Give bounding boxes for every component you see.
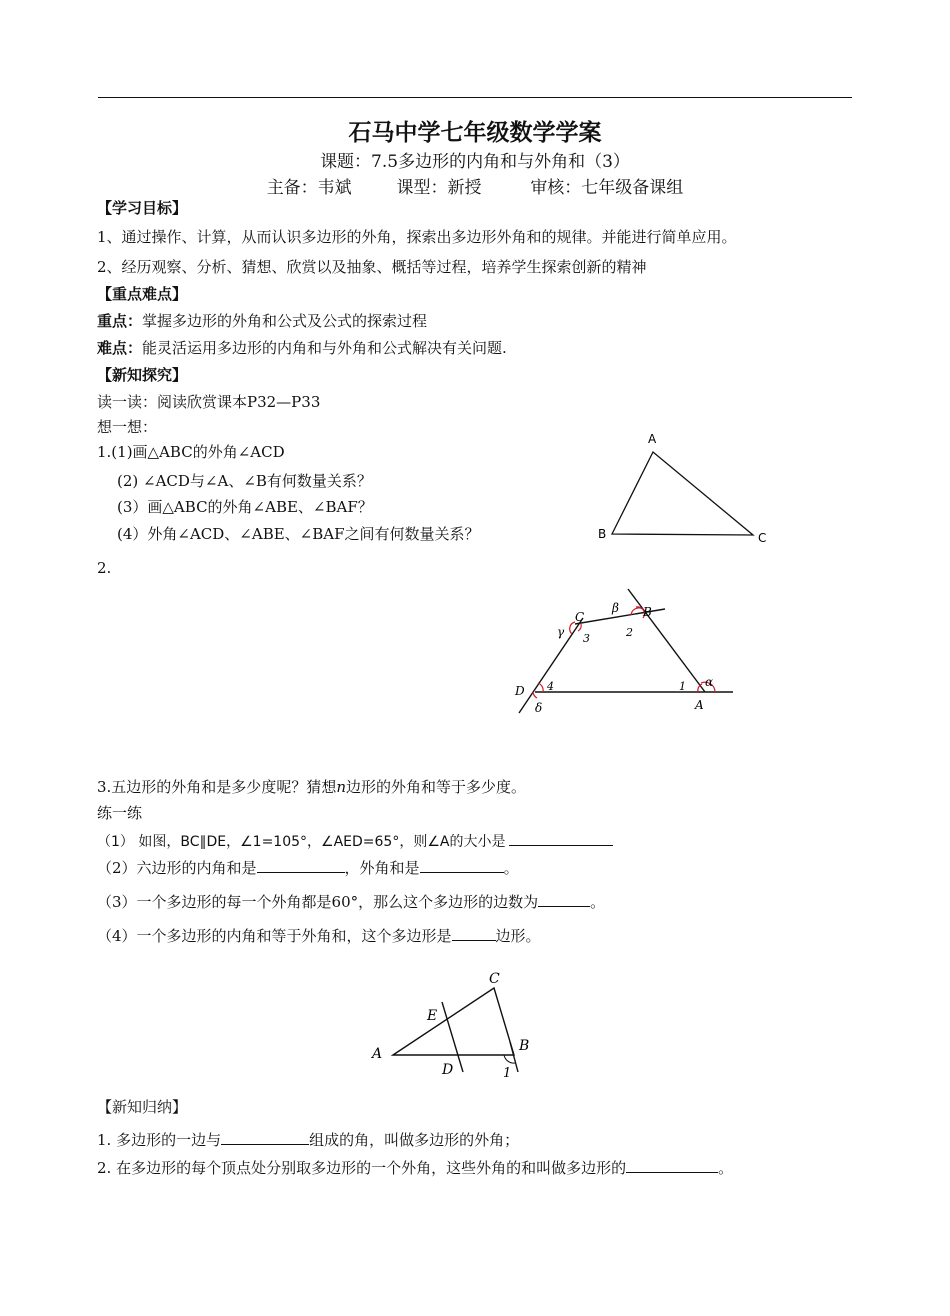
summary-heading: 【新知归纳】: [97, 1098, 188, 1116]
quad-label-b: B: [643, 605, 652, 619]
lead-author: 主备：韦斌: [266, 178, 352, 198]
quad-label-3: 3: [583, 632, 590, 645]
practice-4-blank[interactable]: [452, 926, 496, 941]
lesson-type: 课型：新授: [396, 178, 482, 198]
reviewer: 审核：七年级备课组: [530, 178, 684, 198]
summary-1-blank[interactable]: [221, 1130, 309, 1145]
triangle1-label-a: A: [648, 432, 657, 446]
question-3-n: n: [336, 778, 346, 796]
question-1-4: (4）外角∠ACD、∠ABE、∠BAF之间有何数量关系？: [117, 525, 480, 543]
quad-label-c: C: [575, 610, 585, 624]
side-dc: [519, 618, 583, 713]
lesson-topic: 课题：7.5多边形的内角和与外角和（3）: [320, 152, 630, 172]
hard-point: [97, 338, 507, 358]
practice-1-text: （1） 如图，BC∥DE，∠1=105°，∠AED=65°，则∠A的大小是: [97, 834, 506, 850]
quad-label-2: 2: [626, 626, 633, 639]
practice-2: [97, 858, 519, 878]
quad-label-gamma: γ: [557, 625, 565, 639]
summary-2-blank[interactable]: [626, 1158, 718, 1173]
summary-2-b: 。: [718, 1159, 734, 1177]
practice-heading: 练一练: [97, 804, 143, 822]
quadrilateral-figure: [505, 585, 755, 725]
question-2: 2.: [97, 559, 112, 577]
summary-2-a: 2. 在多边形的每个顶点处分别取多边形的一个外角，这些外角的和叫做多边形的: [97, 1159, 627, 1177]
triangle2-label-1: 1: [503, 1066, 512, 1081]
quad-label-delta: δ: [535, 701, 543, 715]
quad-label-alpha: α: [705, 675, 714, 689]
goal-1: 1、通过操作、计算，从而认识多边形的外角，探索出多边形外角和的规律。并能进行简单应用。: [97, 228, 737, 246]
question-3-b: 边形的外角和等于多少度。: [346, 778, 527, 796]
triangle-abc-figure: [590, 428, 790, 548]
question-1-3: (3）画△ABC的外角∠ABE、∠BAF？: [117, 498, 373, 516]
summary-1-b: 组成的角，叫做多边形的外角；: [309, 1131, 520, 1149]
triangle-acb: [393, 988, 514, 1055]
key-label: 重点：: [97, 312, 143, 330]
quad-label-4: 4: [547, 680, 554, 693]
practice-3-a: （3）一个多边形的每一个外角都是60°，那么这个多边形的边数为: [97, 893, 539, 911]
key-point: [97, 311, 427, 331]
summary-1: [97, 1130, 519, 1150]
angle-delta-arc: [533, 692, 537, 698]
goal-2: 2、经历观察、分析、猜想、欣赏以及抽象、概括等过程，培养学生探索创新的精神: [97, 258, 647, 276]
practice-1-blank[interactable]: [509, 831, 613, 846]
hard-label: 难点：: [97, 339, 143, 357]
quad-label-a: A: [695, 698, 704, 712]
practice-4-a: （4）一个多边形的内角和等于外角和，这个多边形是: [97, 927, 452, 945]
practice-3-b: 。: [590, 893, 606, 911]
triangle2-label-d: D: [442, 1062, 454, 1078]
hard-text: 能灵活运用多边形的内角和与外角和公式解决有关问题.: [142, 339, 507, 357]
triangle2-label-a: A: [372, 1046, 383, 1062]
quad-label-d: D: [515, 684, 525, 698]
question-3: [97, 777, 526, 797]
question-1-1: 1.(1)画△ABC的外角∠ACD: [97, 443, 285, 461]
triangle1-label-b: B: [598, 527, 607, 541]
triangle-aed-figure: [368, 968, 558, 1088]
side-ba: [628, 589, 705, 692]
top-rule: [98, 97, 852, 98]
question-3-a: 3.五边形的外角和是多少度呢？猜想: [97, 778, 337, 796]
quad-label-1: 1: [679, 680, 686, 693]
practice-2-blank-1[interactable]: [257, 858, 345, 873]
summary-2: [97, 1158, 733, 1178]
question-1-2: (2) ∠ACD与∠A、∠B有何数量关系？: [117, 472, 372, 490]
triangle1-label-c: C: [758, 531, 767, 545]
practice-4: [97, 926, 541, 946]
triangle2-label-b: B: [519, 1038, 530, 1054]
lesson-meta: [0, 173, 950, 198]
practice-2-a: （2）六边形的内角和是: [97, 859, 257, 877]
key-points-heading: 【重点难点】: [97, 285, 188, 303]
practice-4-b: 边形。: [495, 927, 541, 945]
school-title: 石马中学七年级数学学案: [348, 119, 602, 146]
triangle2-label-c: C: [489, 971, 500, 987]
think-task: 想一想：: [97, 418, 158, 436]
practice-3: [97, 892, 605, 912]
goals-heading: 【学习目标】: [97, 199, 188, 217]
key-text: 掌握多边形的外角和公式及公式的探索过程: [142, 312, 428, 330]
quad-label-beta: β: [612, 601, 619, 615]
practice-2-b: ，外角和是: [344, 859, 420, 877]
summary-1-a: 1. 多边形的一边与: [97, 1131, 222, 1149]
practice-3-blank[interactable]: [538, 892, 590, 907]
practice-2-blank-2[interactable]: [420, 858, 504, 873]
triangle-abc: [612, 452, 753, 535]
practice-1: [97, 831, 613, 852]
read-task: 读一读：阅读欣赏课本P32—P33: [97, 393, 321, 411]
practice-2-c: 。: [503, 859, 519, 877]
triangle2-label-e: E: [427, 1008, 438, 1024]
explore-heading: 【新知探究】: [97, 366, 188, 384]
